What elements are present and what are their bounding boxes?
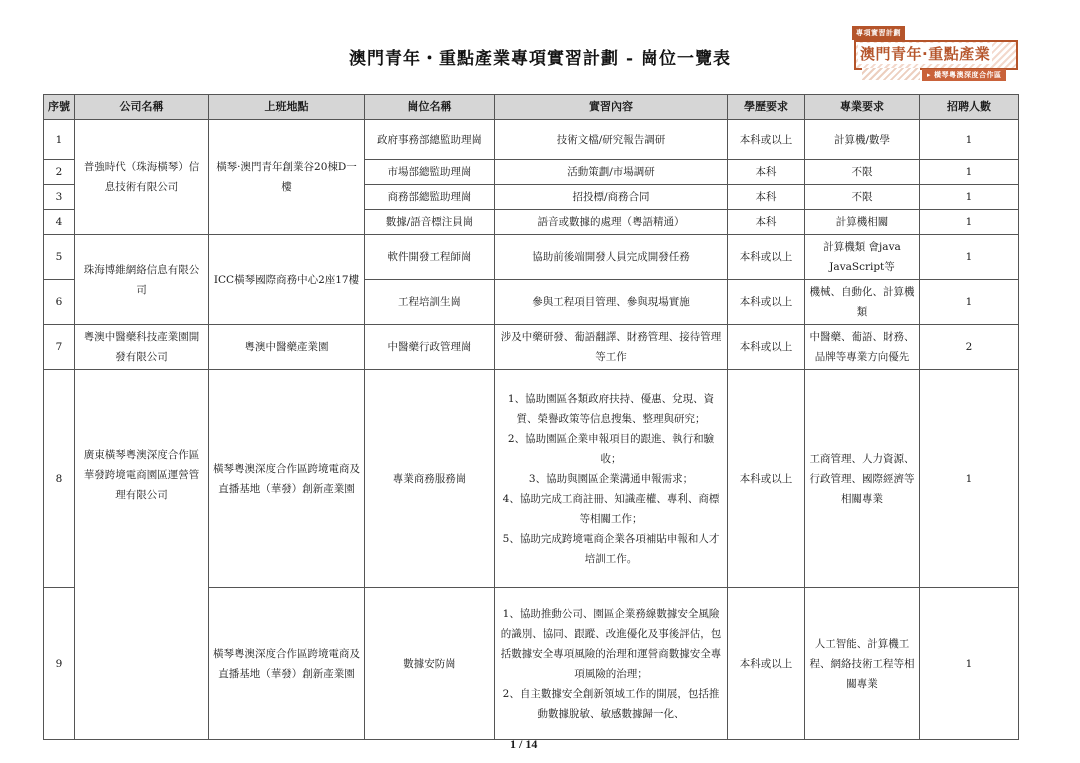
table-row bbox=[44, 235, 1019, 280]
cell-position: 數據安防崗 bbox=[365, 588, 495, 740]
cell-major: 不限 bbox=[805, 160, 920, 185]
program-logo bbox=[848, 24, 1034, 86]
table-row bbox=[44, 120, 1019, 160]
content-line: 3、協助與園區企業溝通申報需求； bbox=[528, 472, 694, 485]
cell-major: 人工智能、計算機工程、網絡技術工程等相關專業 bbox=[805, 588, 920, 740]
cell-count: 1 bbox=[920, 120, 1019, 160]
cell-count: 1 bbox=[920, 588, 1019, 740]
cell-position: 商務部總監助理崗 bbox=[365, 185, 495, 210]
cell-location: 橫琴粵澳深度合作區跨境電商及直播基地（華發）創新產業園 bbox=[209, 588, 365, 740]
cell-content: 協助前後端開發人員完成開發任務 bbox=[495, 235, 728, 280]
cell-major: 計算機類 會java JavaScript等 bbox=[805, 235, 920, 280]
cell-major: 機械、自動化、計算機類 bbox=[805, 280, 920, 325]
cell-location: 粵澳中醫藥產業園 bbox=[209, 325, 365, 370]
cell-count: 2 bbox=[920, 325, 1019, 370]
cell-position: 中醫藥行政管理崗 bbox=[365, 325, 495, 370]
logo-sub-text: ▸ 橫琴粵澳深度合作區 bbox=[922, 69, 1006, 81]
cell-no: 7 bbox=[44, 325, 75, 370]
content-line: 4、協助完成工商註冊、知識產權、專利、商標等相關工作； bbox=[502, 492, 720, 525]
cell-education: 本科或以上 bbox=[728, 235, 805, 280]
header-education: 學歷要求 bbox=[728, 95, 805, 120]
cell-count: 1 bbox=[920, 185, 1019, 210]
cell-no: 4 bbox=[44, 210, 75, 235]
content-line: 2、自主數據安全創新領域工作的開展，包括推動數據脫敏、敏感數據歸一化、 bbox=[502, 687, 720, 720]
cell-count: 1 bbox=[920, 235, 1019, 280]
cell-education: 本科 bbox=[728, 160, 805, 185]
table-header-row bbox=[44, 95, 1019, 120]
table-row bbox=[44, 325, 1019, 370]
page-indicator: 1 / 14 bbox=[510, 737, 538, 751]
header-count: 招聘人數 bbox=[920, 95, 1019, 120]
header-position: 崗位名稱 bbox=[365, 95, 495, 120]
cell-content bbox=[495, 370, 728, 588]
logo-tag: 專項實習計劃 bbox=[852, 26, 905, 40]
cell-position: 市場部總監助理崗 bbox=[365, 160, 495, 185]
cell-education: 本科或以上 bbox=[728, 325, 805, 370]
cell-no: 5 bbox=[44, 235, 75, 280]
cell-education: 本科或以上 bbox=[728, 120, 805, 160]
header-content: 實習內容 bbox=[495, 95, 728, 120]
cell-no: 9 bbox=[44, 588, 75, 740]
cell-company: 粵澳中醫藥科技產業園開發有限公司 bbox=[75, 325, 209, 370]
cell-no: 8 bbox=[44, 370, 75, 588]
cell-position: 政府事務部總監助理崗 bbox=[365, 120, 495, 160]
cell-location: ICC橫琴國際商務中心2座17樓 bbox=[209, 235, 365, 325]
cell-location: 橫琴·澳門青年創業谷20棟D一樓 bbox=[209, 120, 365, 235]
header-company: 公司名稱 bbox=[75, 95, 209, 120]
logo-hatch-decoration bbox=[862, 68, 920, 80]
cell-major: 不限 bbox=[805, 185, 920, 210]
cell-no: 1 bbox=[44, 120, 75, 160]
content-line: 1、協助推動公司、園區企業務線數據安全風險的識別、協同、跟蹤、改進優化及事後評估，包括數據安全專項風險的治理和運營商數據安全專項風險的治理； bbox=[500, 607, 722, 680]
header-no: 序號 bbox=[44, 95, 75, 120]
cell-content: 語音或數據的處理（粵語精通） bbox=[495, 210, 728, 235]
cell-education: 本科或以上 bbox=[728, 280, 805, 325]
content-line: 1、協助園區各類政府扶持、優惠、兌現、資質、榮譽政策等信息搜集、整理與研究； bbox=[507, 392, 715, 425]
cell-count: 1 bbox=[920, 210, 1019, 235]
cell-count: 1 bbox=[920, 280, 1019, 325]
cell-major: 工商管理、人力資源、行政管理、國際經濟等相關專業 bbox=[805, 370, 920, 588]
header-major: 專業要求 bbox=[805, 95, 920, 120]
document-title: 澳門青年・重點產業專項實習計劃 - 崗位一覽表 bbox=[349, 49, 731, 69]
cell-education: 本科或以上 bbox=[728, 588, 805, 740]
cell-major: 計算機/數學 bbox=[805, 120, 920, 160]
cell-content: 活動策劃/市場調研 bbox=[495, 160, 728, 185]
table-row bbox=[44, 370, 1019, 588]
cell-major: 中醫藥、葡語、財務、品牌等專業方向優先 bbox=[805, 325, 920, 370]
job-listing-table bbox=[43, 94, 1019, 740]
cell-position: 工程培訓生崗 bbox=[365, 280, 495, 325]
content-line: 2、協助園區企業申報項目的跟進、執行和驗收； bbox=[507, 432, 715, 465]
cell-no: 2 bbox=[44, 160, 75, 185]
header-location: 上班地點 bbox=[209, 95, 365, 120]
cell-major: 計算機相關 bbox=[805, 210, 920, 235]
cell-company: 普強時代（珠海橫琴）信息技術有限公司 bbox=[75, 120, 209, 235]
cell-company: 珠海博維網絡信息有限公司 bbox=[75, 235, 209, 325]
cell-company bbox=[75, 370, 209, 740]
cell-position: 數據/語音標注員崗 bbox=[365, 210, 495, 235]
cell-count: 1 bbox=[920, 160, 1019, 185]
cell-content: 參與工程項目管理、參與現場實施 bbox=[495, 280, 728, 325]
cell-count: 1 bbox=[920, 370, 1019, 588]
cell-position: 軟件開發工程師崗 bbox=[365, 235, 495, 280]
cell-education: 本科 bbox=[728, 210, 805, 235]
cell-education: 本科或以上 bbox=[728, 370, 805, 588]
company-name: 廣東橫琴粵澳深度合作區華發跨境電商園區運營管理有限公司 bbox=[83, 448, 200, 501]
cell-position: 專業商務服務崗 bbox=[365, 370, 495, 588]
logo-main-text: 澳門青年·重點產業 bbox=[860, 45, 991, 63]
cell-no: 6 bbox=[44, 280, 75, 325]
cell-content: 招投標/商務合同 bbox=[495, 185, 728, 210]
cell-content: 涉及中藥研發、葡語翻譯、財務管理、接待管理等工作 bbox=[495, 325, 728, 370]
cell-location: 橫琴粵澳深度合作區跨境電商及直播基地（華發）創新產業園 bbox=[209, 370, 365, 588]
content-line: 5、協助完成跨境電商企業各項補貼申報和人才培訓工作。 bbox=[502, 532, 720, 565]
cell-education: 本科 bbox=[728, 185, 805, 210]
cell-no: 3 bbox=[44, 185, 75, 210]
cell-content: 技術文檔/研究報告調研 bbox=[495, 120, 728, 160]
cell-content bbox=[495, 588, 728, 740]
